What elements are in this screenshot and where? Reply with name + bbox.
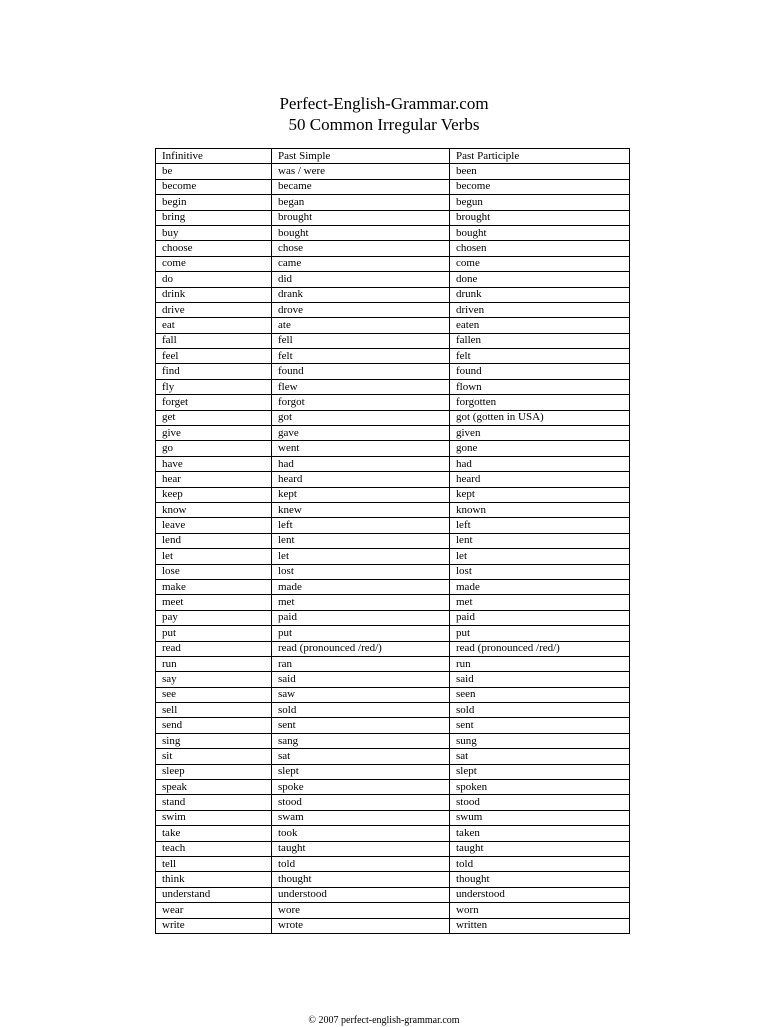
table-row <box>156 733 630 748</box>
infinitive-cell: fly <box>156 379 272 394</box>
past-simple-cell: thought <box>272 872 450 887</box>
past-participle-cell: slept <box>450 764 630 779</box>
infinitive-cell: drink <box>156 287 272 302</box>
column-header-infinitive: Infinitive <box>156 149 272 164</box>
table-row <box>156 395 630 410</box>
past-simple-cell: lost <box>272 564 450 579</box>
table-row <box>156 564 630 579</box>
table-row <box>156 641 630 656</box>
past-simple-cell: slept <box>272 764 450 779</box>
past-simple-cell: understood <box>272 887 450 902</box>
infinitive-cell: leave <box>156 518 272 533</box>
table-row <box>156 302 630 317</box>
past-simple-cell: fell <box>272 333 450 348</box>
past-participle-cell: become <box>450 179 630 194</box>
past-participle-cell: flown <box>450 379 630 394</box>
page-header <box>0 93 768 135</box>
table-row <box>156 533 630 548</box>
infinitive-cell: feel <box>156 349 272 364</box>
infinitive-cell: say <box>156 672 272 687</box>
table-row <box>156 810 630 825</box>
table-row <box>156 195 630 210</box>
infinitive-cell: hear <box>156 472 272 487</box>
past-participle-cell: written <box>450 918 630 933</box>
infinitive-cell: send <box>156 718 272 733</box>
table-row <box>156 656 630 671</box>
past-simple-cell: stood <box>272 795 450 810</box>
past-participle-cell: made <box>450 579 630 594</box>
past-simple-cell: sang <box>272 733 450 748</box>
table-row <box>156 687 630 702</box>
past-simple-cell: began <box>272 195 450 210</box>
past-participle-cell: lent <box>450 533 630 548</box>
past-participle-cell: worn <box>450 903 630 918</box>
copyright-footer: © 2007 perfect-english-grammar.com <box>308 1015 460 1026</box>
past-participle-cell: stood <box>450 795 630 810</box>
past-simple-cell: did <box>272 272 450 287</box>
infinitive-cell: read <box>156 641 272 656</box>
past-participle-cell: spoken <box>450 780 630 795</box>
past-participle-cell: got (gotten in USA) <box>450 410 630 425</box>
table-row <box>156 364 630 379</box>
table-row <box>156 241 630 256</box>
past-simple-cell: put <box>272 626 450 641</box>
table-row <box>156 579 630 594</box>
infinitive-cell: understand <box>156 887 272 902</box>
past-simple-cell: sent <box>272 718 450 733</box>
past-simple-cell: wrote <box>272 918 450 933</box>
infinitive-cell: fall <box>156 333 272 348</box>
past-simple-cell: had <box>272 456 450 471</box>
past-simple-cell: sat <box>272 749 450 764</box>
past-simple-cell: felt <box>272 349 450 364</box>
past-participle-cell: brought <box>450 210 630 225</box>
past-participle-cell: told <box>450 856 630 871</box>
infinitive-cell: tell <box>156 856 272 871</box>
table-body <box>156 164 630 934</box>
past-simple-cell: got <box>272 410 450 425</box>
table-header-row <box>156 149 630 164</box>
infinitive-cell: buy <box>156 225 272 240</box>
infinitive-cell: pay <box>156 610 272 625</box>
infinitive-cell: speak <box>156 780 272 795</box>
infinitive-cell: sleep <box>156 764 272 779</box>
infinitive-cell: lose <box>156 564 272 579</box>
past-participle-cell: heard <box>450 472 630 487</box>
past-participle-cell: read (pronounced /red/) <box>450 641 630 656</box>
past-simple-cell: said <box>272 672 450 687</box>
table-row <box>156 318 630 333</box>
past-simple-cell: let <box>272 549 450 564</box>
infinitive-cell: put <box>156 626 272 641</box>
infinitive-cell: do <box>156 272 272 287</box>
past-participle-cell: thought <box>450 872 630 887</box>
table-row <box>156 764 630 779</box>
infinitive-cell: sit <box>156 749 272 764</box>
table-row <box>156 164 630 179</box>
past-participle-cell: sat <box>450 749 630 764</box>
past-participle-cell: been <box>450 164 630 179</box>
column-header-past-participle: Past Participle <box>450 149 630 164</box>
past-simple-cell: became <box>272 179 450 194</box>
infinitive-cell: come <box>156 256 272 271</box>
table-row <box>156 502 630 517</box>
table-row <box>156 626 630 641</box>
past-simple-cell: made <box>272 579 450 594</box>
past-participle-cell: taught <box>450 841 630 856</box>
past-participle-cell: driven <box>450 302 630 317</box>
past-participle-cell: met <box>450 595 630 610</box>
table-row <box>156 472 630 487</box>
past-participle-cell: fallen <box>450 333 630 348</box>
past-participle-cell: gone <box>450 441 630 456</box>
past-simple-cell: paid <box>272 610 450 625</box>
table-row <box>156 780 630 795</box>
infinitive-cell: become <box>156 179 272 194</box>
past-simple-cell: kept <box>272 487 450 502</box>
past-simple-cell: heard <box>272 472 450 487</box>
irregular-verbs-table <box>155 148 630 934</box>
past-participle-cell: sent <box>450 718 630 733</box>
infinitive-cell: see <box>156 687 272 702</box>
table-row <box>156 903 630 918</box>
infinitive-cell: drive <box>156 302 272 317</box>
past-simple-cell: saw <box>272 687 450 702</box>
table-row <box>156 672 630 687</box>
table-row <box>156 718 630 733</box>
past-participle-cell: come <box>450 256 630 271</box>
past-simple-cell: taught <box>272 841 450 856</box>
table-row <box>156 872 630 887</box>
past-participle-cell: drunk <box>450 287 630 302</box>
past-participle-cell: had <box>450 456 630 471</box>
past-simple-cell: ate <box>272 318 450 333</box>
infinitive-cell: choose <box>156 241 272 256</box>
table-row <box>156 841 630 856</box>
table-row <box>156 856 630 871</box>
past-simple-cell: was / were <box>272 164 450 179</box>
past-simple-cell: came <box>272 256 450 271</box>
infinitive-cell: have <box>156 456 272 471</box>
past-participle-cell: sung <box>450 733 630 748</box>
infinitive-cell: think <box>156 872 272 887</box>
past-simple-cell: sold <box>272 703 450 718</box>
past-simple-cell: drank <box>272 287 450 302</box>
past-participle-cell: sold <box>450 703 630 718</box>
infinitive-cell: bring <box>156 210 272 225</box>
infinitive-cell: stand <box>156 795 272 810</box>
infinitive-cell: get <box>156 410 272 425</box>
table-row <box>156 918 630 933</box>
table-row <box>156 272 630 287</box>
past-participle-cell: paid <box>450 610 630 625</box>
past-simple-cell: flew <box>272 379 450 394</box>
table-row <box>156 333 630 348</box>
table-row <box>156 887 630 902</box>
infinitive-cell: be <box>156 164 272 179</box>
infinitive-cell: run <box>156 656 272 671</box>
past-participle-cell: eaten <box>450 318 630 333</box>
table-row <box>156 595 630 610</box>
past-participle-cell: begun <box>450 195 630 210</box>
infinitive-cell: keep <box>156 487 272 502</box>
past-simple-cell: bought <box>272 225 450 240</box>
past-participle-cell: left <box>450 518 630 533</box>
past-simple-cell: forgot <box>272 395 450 410</box>
infinitive-cell: make <box>156 579 272 594</box>
past-simple-cell: found <box>272 364 450 379</box>
past-participle-cell: done <box>450 272 630 287</box>
table-row <box>156 426 630 441</box>
past-participle-cell: known <box>450 502 630 517</box>
site-title: Perfect-English-Grammar.com <box>279 94 489 113</box>
table-row <box>156 518 630 533</box>
past-participle-cell: found <box>450 364 630 379</box>
table-row <box>156 826 630 841</box>
infinitive-cell: teach <box>156 841 272 856</box>
table-row <box>156 410 630 425</box>
past-simple-cell: brought <box>272 210 450 225</box>
past-participle-cell: swum <box>450 810 630 825</box>
table-row <box>156 287 630 302</box>
document-title: 50 Common Irregular Verbs <box>288 115 480 134</box>
past-simple-cell: knew <box>272 502 450 517</box>
past-participle-cell: understood <box>450 887 630 902</box>
infinitive-cell: know <box>156 502 272 517</box>
infinitive-cell: let <box>156 549 272 564</box>
infinitive-cell: give <box>156 426 272 441</box>
past-participle-cell: taken <box>450 826 630 841</box>
infinitive-cell: meet <box>156 595 272 610</box>
past-simple-cell: chose <box>272 241 450 256</box>
past-simple-cell: ran <box>272 656 450 671</box>
past-participle-cell: said <box>450 672 630 687</box>
past-simple-cell: told <box>272 856 450 871</box>
infinitive-cell: begin <box>156 195 272 210</box>
table-row <box>156 179 630 194</box>
infinitive-cell: eat <box>156 318 272 333</box>
infinitive-cell: sell <box>156 703 272 718</box>
infinitive-cell: find <box>156 364 272 379</box>
table-row <box>156 549 630 564</box>
table-row <box>156 456 630 471</box>
past-participle-cell: let <box>450 549 630 564</box>
infinitive-cell: swim <box>156 810 272 825</box>
infinitive-cell: lend <box>156 533 272 548</box>
table-row <box>156 749 630 764</box>
past-participle-cell: chosen <box>450 241 630 256</box>
infinitive-cell: forget <box>156 395 272 410</box>
table-row <box>156 703 630 718</box>
table-row <box>156 379 630 394</box>
past-simple-cell: drove <box>272 302 450 317</box>
past-simple-cell: wore <box>272 903 450 918</box>
table-row <box>156 349 630 364</box>
past-simple-cell: gave <box>272 426 450 441</box>
table-row <box>156 487 630 502</box>
past-simple-cell: read (pronounced /red/) <box>272 641 450 656</box>
past-participle-cell: run <box>450 656 630 671</box>
infinitive-cell: take <box>156 826 272 841</box>
table-row <box>156 610 630 625</box>
table-row <box>156 210 630 225</box>
past-simple-cell: met <box>272 595 450 610</box>
infinitive-cell: wear <box>156 903 272 918</box>
past-participle-cell: seen <box>450 687 630 702</box>
past-participle-cell: put <box>450 626 630 641</box>
past-participle-cell: bought <box>450 225 630 240</box>
infinitive-cell: go <box>156 441 272 456</box>
past-simple-cell: left <box>272 518 450 533</box>
table-row <box>156 256 630 271</box>
table-row <box>156 441 630 456</box>
past-participle-cell: felt <box>450 349 630 364</box>
past-participle-cell: lost <box>450 564 630 579</box>
infinitive-cell: write <box>156 918 272 933</box>
table-row <box>156 225 630 240</box>
past-participle-cell: given <box>450 426 630 441</box>
past-simple-cell: lent <box>272 533 450 548</box>
infinitive-cell: sing <box>156 733 272 748</box>
past-simple-cell: spoke <box>272 780 450 795</box>
past-participle-cell: kept <box>450 487 630 502</box>
past-participle-cell: forgotten <box>450 395 630 410</box>
past-simple-cell: went <box>272 441 450 456</box>
table-row <box>156 795 630 810</box>
past-simple-cell: took <box>272 826 450 841</box>
column-header-past-simple: Past Simple <box>272 149 450 164</box>
past-simple-cell: swam <box>272 810 450 825</box>
